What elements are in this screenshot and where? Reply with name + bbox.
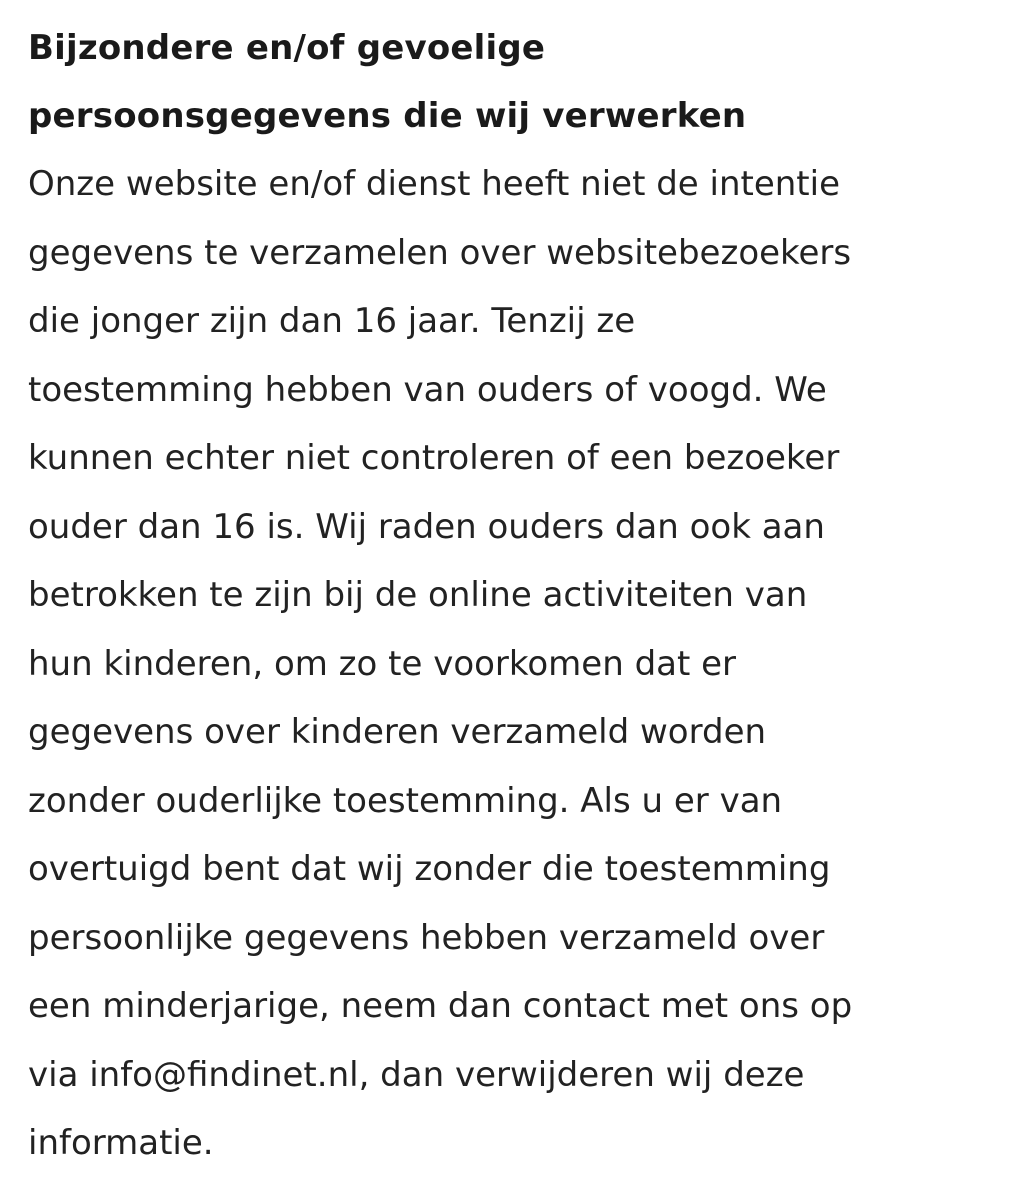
body-line: Onze website en/of dienst heeft niet de intentie xyxy=(28,164,840,204)
heading-line: persoonsgegevens die wij verwerken xyxy=(28,96,747,136)
body-line: ouder dan 16 is. Wij raden ouders dan ook aan xyxy=(28,506,825,547)
privacy-section xyxy=(28,14,1008,1178)
body-line: kunnen echter niet controleren of een bezoeker xyxy=(28,438,840,478)
body-line: een minderjarige, neem dan contact met ons op xyxy=(28,986,853,1026)
body-line: die jonger zijn dan 16 jaar. Tenzij ze xyxy=(28,301,636,341)
body-line: overtuigd bent dat wij zonder die toestemming xyxy=(28,849,831,889)
body-line: persoonlijke gegevens hebben verzameld over xyxy=(28,917,825,958)
body-line: gegevens over kinderen verzameld worden xyxy=(28,712,767,752)
body-line: informatie. xyxy=(28,1123,214,1163)
heading-line: Bijzondere en/of gevoelige xyxy=(28,28,546,68)
body-line: zonder ouderlijke toestemming. Als u er van xyxy=(28,780,783,821)
section-body xyxy=(28,150,1008,1178)
body-line: betrokken te zijn bij de online activiteiten van xyxy=(28,575,808,615)
body-line: gegevens te verzamelen over websitebezoekers xyxy=(28,232,852,273)
body-line: via info@findinet.nl, dan verwijderen wij deze xyxy=(28,1054,805,1095)
section-heading xyxy=(28,14,1008,150)
body-line: toestemming hebben van ouders of voogd. We xyxy=(28,369,827,410)
body-line: hun kinderen, om zo te voorkomen dat er xyxy=(28,643,737,684)
